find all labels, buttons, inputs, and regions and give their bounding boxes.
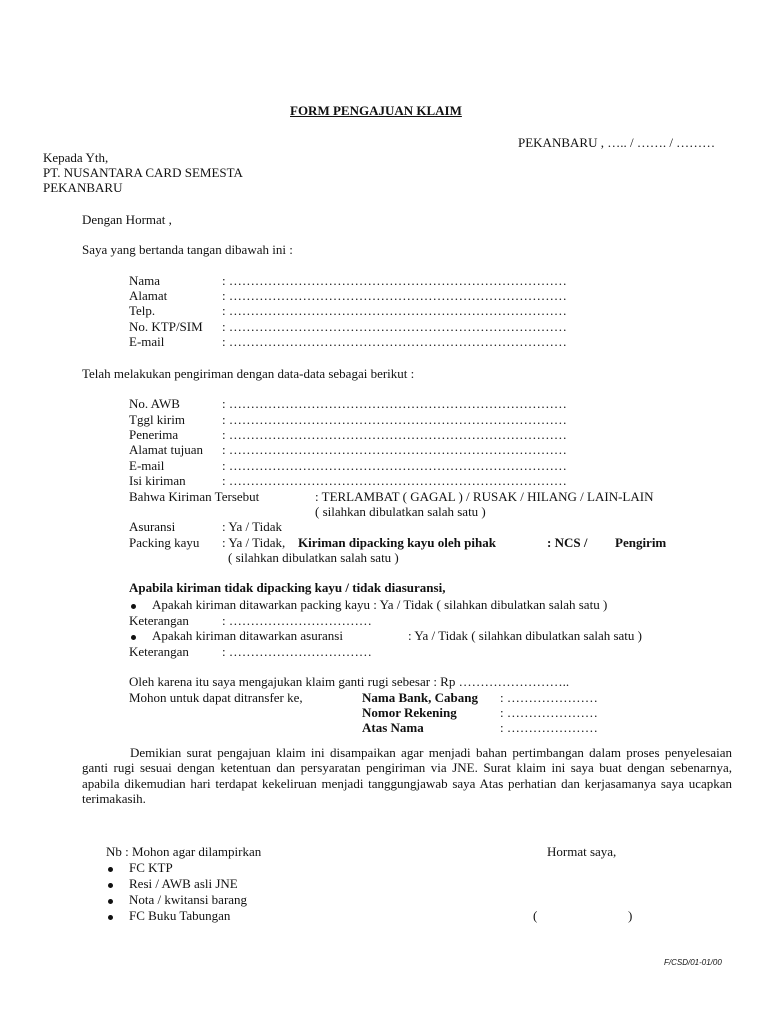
greeting: Dengan Hormat , xyxy=(82,212,172,227)
signature-close-paren: ) xyxy=(628,908,633,923)
field-label-ktp: No. KTP/SIM xyxy=(129,319,203,334)
field-label-nama: Nama xyxy=(129,273,161,288)
packing-label: Packing kayu xyxy=(129,535,200,550)
question-packing[interactable]: Apakah kiriman ditawarkan packing kayu : Ya / Tidak ( silahkan dibulatkan salah satu ) xyxy=(152,597,608,612)
bullet-icon xyxy=(108,867,113,872)
field-label-alamat: Alamat xyxy=(129,288,168,303)
recipient-city: PEKANBARU xyxy=(43,180,123,195)
atas-nama-label: Atas Nama xyxy=(362,720,424,735)
asuransi-options[interactable]: : Ya / Tidak xyxy=(222,519,282,534)
status-options[interactable]: : TERLAMBAT ( GAGAL ) / RUSAK / HILANG / LAIN-LAIN xyxy=(315,489,654,504)
rekening-label: Nomor Rekening xyxy=(362,705,457,720)
bullet-icon xyxy=(131,635,136,640)
attachment-item: Nota / kwitansi barang xyxy=(129,892,248,907)
field-label-penerima: Penerima xyxy=(129,427,179,442)
field-label-shipment-email: E-mail xyxy=(129,458,165,473)
bullet-icon xyxy=(108,899,113,904)
status-label: Bahwa Kiriman Tersebut xyxy=(129,489,260,504)
bullet-icon xyxy=(108,915,113,920)
field-dots-awb[interactable]: : …………………………………………………………………… xyxy=(222,396,567,411)
bullet-icon xyxy=(108,883,113,888)
shipment-intro: Telah melakukan pengiriman dengan data-data sebagai berikut : xyxy=(82,366,415,381)
keterangan-dots-2[interactable]: : …………………………… xyxy=(222,644,372,659)
packing-options[interactable]: : Ya / Tidak, xyxy=(222,535,286,550)
packing-ncs-option[interactable]: : NCS / xyxy=(547,535,588,550)
field-label-telp: Telp. xyxy=(129,303,156,318)
field-label-isi: Isi kiriman xyxy=(129,473,186,488)
field-dots-tggl[interactable]: : …………………………………………………………………… xyxy=(222,412,567,427)
recipient-company: PT. NUSANTARA CARD SEMESTA xyxy=(43,165,243,180)
keterangan-label-2: Keterangan xyxy=(129,644,189,659)
field-dots-ktp[interactable]: : …………………………………………………………………… xyxy=(222,319,567,334)
packing-pengirim-option[interactable]: Pengirim xyxy=(615,535,667,550)
intro-text: Saya yang bertanda tangan dibawah ini : xyxy=(82,242,293,257)
claim-amount[interactable]: Oleh karena itu saya mengajukan klaim ganti rugi sebesar : Rp …………………….. xyxy=(129,674,570,689)
signature-heading: Hormat saya, xyxy=(547,844,617,859)
field-label-awb: No. AWB xyxy=(129,396,180,411)
bullet-icon xyxy=(131,604,136,609)
place-date: PEKANBARU , ….. / ……. / ……… xyxy=(518,135,716,150)
packing-by-label: Kiriman dipacking kayu oleh pihak xyxy=(298,535,496,550)
transfer-label: Mohon untuk dapat ditransfer ke, xyxy=(129,690,303,705)
recipient-line-1: Kepada Yth, xyxy=(43,150,109,165)
field-dots-isi[interactable]: : …………………………………………………………………… xyxy=(222,473,567,488)
question-asuransi-options[interactable]: : Ya / Tidak ( silahkan dibulatkan salah satu ) xyxy=(408,628,642,643)
field-dots-alamat[interactable]: : …………………………………………………………………… xyxy=(222,288,567,303)
attachment-item: FC KTP xyxy=(129,860,173,875)
field-label-tggl: Tggl kirim xyxy=(129,412,185,427)
question-asuransi: Apakah kiriman ditawarkan asuransi xyxy=(152,628,343,643)
bank-dots[interactable]: : ………………… xyxy=(500,690,598,705)
attachment-item: Resi / AWB asli JNE xyxy=(129,876,238,891)
field-label-email: E-mail xyxy=(129,334,165,349)
closing-paragraph: Demikian surat pengajuan klaim ini disampaikan agar menjadi bahan pertimbangan dalam proses penyelesaian ganti rugi sesuai dengan ketentuan dan persyaratan pengiriman via JNE. Surat klaim ini saya buat dengan sebenarnya, apabila dikemudian hari terdapat kekeliruan menjadi tanggungjawab saya Atas perhatian dan kerjasamanya saya ucapkan terimakasih. xyxy=(82,745,732,807)
bank-label: Nama Bank, Cabang xyxy=(362,690,478,705)
field-dots-telp[interactable]: : …………………………………………………………………… xyxy=(222,303,567,318)
form-code: F/CSD/01-01/00 xyxy=(664,958,722,967)
field-dots-nama[interactable]: : …………………………………………………………………… xyxy=(222,273,567,288)
attachments-heading: Nb : Mohon agar dilampirkan xyxy=(106,844,262,859)
rekening-dots[interactable]: : ………………… xyxy=(500,705,598,720)
asuransi-label: Asuransi xyxy=(129,519,176,534)
field-label-alamat-tujuan: Alamat tujuan xyxy=(129,442,204,457)
atas-nama-dots[interactable]: : ………………… xyxy=(500,720,598,735)
packing-note: ( silahkan dibulatkan salah satu ) xyxy=(228,550,399,565)
status-note: ( silahkan dibulatkan salah satu ) xyxy=(315,504,486,519)
field-dots-penerima[interactable]: : …………………………………………………………………… xyxy=(222,427,567,442)
field-dots-alamat-tujuan[interactable]: : …………………………………………………………………… xyxy=(222,442,567,457)
field-dots-shipment-email[interactable]: : …………………………………………………………………… xyxy=(222,458,567,473)
signature-open-paren: ( xyxy=(533,908,538,923)
keterangan-dots-1[interactable]: : …………………………… xyxy=(222,613,372,628)
keterangan-label-1: Keterangan xyxy=(129,613,189,628)
field-dots-email[interactable]: : …………………………………………………………………… xyxy=(222,334,567,349)
conditional-heading: Apabila kiriman tidak dipacking kayu / tidak diasuransi, xyxy=(129,580,446,595)
form-title: FORM PENGAJUAN KLAIM xyxy=(290,103,462,118)
attachment-item: FC Buku Tabungan xyxy=(129,908,231,923)
